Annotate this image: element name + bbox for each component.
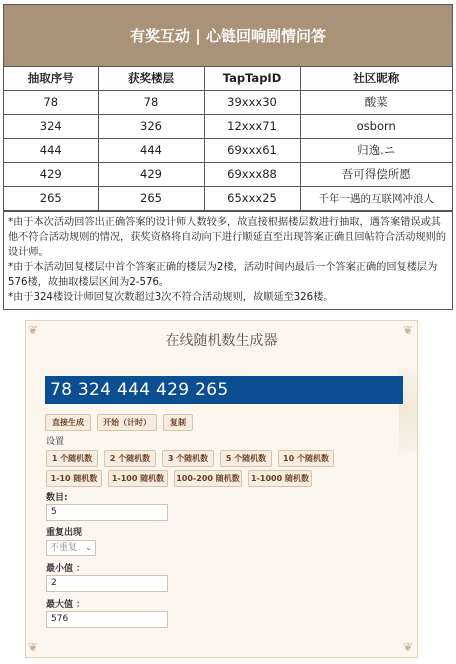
header-draw-number: 抽取序号 (4, 67, 98, 90)
cell-floor: 444 (98, 138, 204, 162)
cell-nickname: 吾可得偿所愿 (300, 162, 452, 186)
range-1-10-button[interactable]: 1-10 随机数 (46, 470, 102, 487)
cell-taptap-id: 69xxx88 (204, 162, 300, 186)
range-1-100-button[interactable]: 1-100 随机数 (108, 470, 168, 487)
table-row (4, 162, 452, 186)
max-input[interactable]: 576 (46, 611, 168, 628)
copy-button[interactable]: 复制 (163, 414, 193, 431)
cell-draw-number: 265 (4, 186, 98, 210)
cell-draw-number: 78 (4, 90, 98, 114)
generator-title: 在线随机数生成器 (165, 333, 278, 349)
corner-ornament-icon: ❦ (403, 323, 414, 337)
cell-floor: 326 (98, 114, 204, 138)
header-floor: 获奖楼层 (98, 67, 204, 90)
banner-title: 有奖互动 | 心链回响剧情问答 (130, 27, 326, 45)
corner-ornament-icon: ❦ (28, 640, 39, 654)
cell-taptap-id: 39xxx30 (204, 90, 300, 114)
repeat-select-value: 不重复 (50, 543, 78, 553)
repeat-label: 重复出现 (46, 528, 83, 538)
chevron-down-icon: ⌄ (85, 543, 92, 552)
cell-floor: 429 (98, 162, 204, 186)
winners-table (4, 67, 452, 211)
min-input[interactable]: 2 (46, 575, 168, 592)
note-2: *由于本活动回复楼层中首个答案正确的楼层为2楼，活动时间内最后一个答案正确的回复楼层为576楼，故抽取楼层区间为2-576。 (8, 261, 438, 288)
table-row (4, 138, 452, 162)
cell-taptap-id: 65xxx25 (204, 186, 300, 210)
cell-draw-number: 444 (4, 138, 98, 162)
table-header-row (4, 67, 452, 90)
cell-draw-number: 429 (4, 162, 98, 186)
header-taptap-id: TapTapID (204, 67, 300, 90)
cell-draw-number: 324 (4, 114, 98, 138)
max-label: 最大值 ： (46, 600, 86, 610)
cell-taptap-id: 12xxx71 (204, 114, 300, 138)
range-100-200-button[interactable]: 100-200 随机数 (174, 470, 242, 487)
start-timer-button[interactable]: 开始（计时） (97, 414, 157, 431)
corner-ornament-icon: ❦ (28, 323, 39, 337)
cell-floor: 265 (98, 186, 204, 210)
cell-nickname: osborn (300, 114, 452, 138)
cell-taptap-id: 69xxx61 (204, 138, 300, 162)
table-row (4, 90, 452, 114)
preset-1-number-button[interactable]: 1 个随机数 (46, 450, 98, 467)
count-label: 数目: (46, 493, 68, 503)
cell-floor: 78 (98, 90, 204, 114)
rules-notes (4, 211, 452, 309)
generate-button[interactable]: 直接生成 (45, 414, 91, 431)
preset-5-numbers-button[interactable]: 5 个随机数 (220, 450, 272, 467)
table-row (4, 114, 452, 138)
count-input[interactable]: 5 (46, 504, 168, 521)
min-label: 最小值 ： (46, 564, 86, 574)
preset-3-numbers-button[interactable]: 3 个随机数 (162, 450, 214, 467)
header-nickname: 社区昵称 (300, 67, 452, 90)
note-1: *由于本次活动回答出正确答案的设计师人数较多，故直接根据楼层数进行抽取，遇答案错误或其他不符合活动规则的情况，获奖资格将自动向下进行顺延直至出现答案正确且回帖符合活动规则的设计师。 (8, 216, 447, 258)
result-display: 78 324 444 429 265 (45, 376, 403, 404)
cell-nickname: 千年一遇的互联网冲浪人 (300, 186, 452, 210)
settings-label: 设置 (46, 437, 65, 447)
preset-10-numbers-button[interactable]: 10 个随机数 (278, 450, 334, 467)
repeat-select[interactable] (46, 540, 96, 556)
table-row (4, 186, 452, 210)
corner-ornament-icon: ❦ (403, 640, 414, 654)
cell-nickname: 酸菜 (300, 90, 452, 114)
range-1-1000-button[interactable]: 1-1000 随机数 (248, 470, 312, 487)
cell-nickname: 归逸.ニ (300, 138, 452, 162)
preset-2-numbers-button[interactable]: 2 个随机数 (104, 450, 156, 467)
winners-table-card (3, 4, 453, 310)
note-3: *由于324楼设计师回复次数超过3次不符合活动规则，故顺延至326楼。 (8, 291, 334, 303)
event-banner (4, 5, 452, 67)
